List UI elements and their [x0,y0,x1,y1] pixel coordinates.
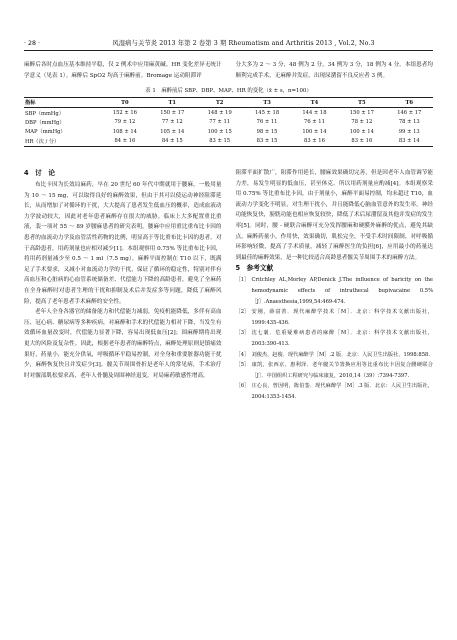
table-header-cell: T1 [168,99,177,106]
table-header-row [24,98,433,108]
table-cell: 100 ± 14 [302,128,327,135]
table-cell: 152 ± 16 [112,110,137,117]
body-columns [24,168,433,402]
reference-item [236,275,434,307]
table-cell: 77 ± 11 [209,119,231,126]
table-cell: DBP（mmHg） [25,119,65,126]
table-cell: 83 ± 14 [398,138,420,145]
table-cell: 84 ± 16 [114,138,136,145]
table-cell: 83 ± 15 [209,138,231,145]
table-header-cell: T3 [263,99,271,106]
reference-number: ［2］ [235,309,250,316]
running-header [24,38,433,51]
discussion-paragraph: 老年人全身各器官的储备能力和代偿能力减弱，免疫机能降低，多伴有高血压、冠心病、糖尿病等多种疾病，对麻醉和手术的代偿能力相对下降，当发生有效循环血量改变时，代偿能力显著下降，容易出现低血压[2]；围麻醉期将出现更大的风险及复杂性。因此，根据老年患者的麻醉特点，麻醉处理原则是镇痛效果好，药量小，能充分供氧，呼吸循环平稳易控制，对全身和重要脏器功能干扰少，麻醉恢复快且并发症少[3]。髋关节周围骨折是老年人的常见病，手术治疗时对髋部肌松要求高，老年人骨髓及周围神经退变，对局麻药敏感性增高， [24,309,222,379]
table-header-cell: T2 [215,99,224,106]
table-cell: 77 ± 12 [161,119,183,126]
table-cell: SBP（mmHg） [25,110,64,117]
table-cell: 76 ± 11 [256,119,278,126]
discussion-heading: 4 讨 论 [24,169,55,177]
table-cell: 100 ± 14 [349,128,374,135]
reference-item [236,360,434,381]
table-cell: 148 ± 19 [207,110,232,117]
references-heading: 5 参考文献 [235,264,274,273]
table-cell: 83 ± 16 [304,138,325,145]
reference-item [236,350,434,361]
reference-item [236,381,434,402]
table-cell: 145 ± 18 [254,110,280,117]
table-header-cell: T5 [358,99,366,106]
table-row [24,108,433,118]
reference-number: ［1］ [235,277,250,284]
discussion-paragraph: 布比卡因为长效局麻药，早在 20 世纪 60 年代中期就用于腰麻，一般用量为 10 ～ 15 mg，可以取得良好的麻醉效果，但由于其可以使运动神经阻滞延长，从而增加了对循环的干扰，大大提高了患者发生低血压的概率，造成血液动力学波动较大，因此对老年患者麻醉存在很大的威胁。临床上大多配置重比重液，裴一项对 55 ～ 89 岁腰麻患者的研究表明，腰麻中应用重比重布比卡因的患者的血流动力学及血管活性药物的比例，明显高于等比重布比卡因的患者。对于高龄患者，用药剂量也应相对减少[1]。本组观察用 0.75% 等比重布比卡因，将用药剂量减少至 0.5 ～ 1 ml（7.5 mg），麻醉平面控制在 T10 以下，既满足了手术要求，又减小对血流动力学的干扰，保证了循环的稳定性，特别对伴有高血压和心脏病的心血管系统储备差、代偿能力下降的高龄患者，避免了全麻药在全身麻醉时对患者生理的干扰和抑制及术后并发症多等问题，降低了麻醉风险，提高了老年患者手术麻醉的安全性。 [24,182,222,305]
reference-text: 安刚，薛富善．现代麻醉学技术［M］．北京：科学技术文献出版社，1999:435-436. [251,309,433,326]
table-row [24,136,433,146]
table-header-cell: T4 [310,99,319,106]
table-cell: 108 ± 14 [112,128,137,135]
table-cell: 83 ± 15 [256,138,278,145]
table-cell: 79 ± 12 [114,119,136,126]
table-cell: 78 ± 12 [351,119,373,126]
reference-text: 康凯，张西京，惠利泽．老年髋关节置换应用等比重布比卡因复合腰硬联合［J］．中国组织工程研究与临床康复，2010,14（39）:7394-7397. [251,362,433,379]
reference-number: ［3］ [235,330,250,337]
table-header-cell: T0 [121,99,129,106]
top-section [24,60,433,147]
results-text-right: 分大多为 2 ～ 3 分，48 例为 2 分，34 例为 3 分，18 例为 4 分。本组患者均顺利完成手术，无麻醉并发症，出现尿潴留不良反应者 3 例。 [235,62,433,79]
table-cell: 150 ± 17 [160,110,185,117]
table-cell: MAP（mmHg） [25,129,66,136]
table-header-cell: 指标 [25,100,36,107]
table-cell: 84 ± 15 [161,138,183,145]
table-header-cell: T6 [405,99,414,106]
hemodynamics-table [24,97,433,146]
table-cell: 98 ± 15 [256,128,278,135]
table-caption: 表 1 麻醉前后 SBP、DBP、MAP、HR 的变化（x̄ ± s，n=100） [145,88,312,95]
reference-item [236,328,434,349]
table-cell: 99 ± 13 [398,128,420,135]
reference-item [236,307,434,328]
reference-number: ［4］ [235,351,250,358]
reference-text: 庄心良，曾因明，陈伯銮．现代麻醉学［M］.3 版．北京：人民卫生出版社，2004:1353-1454. [251,383,433,400]
reference-text: 刘俊杰，赵俊．现代麻醉学［M］.2 版．北京：人民卫生出版社，1998:858. [251,351,430,358]
table-cell: 150 ± 17 [349,110,374,117]
left-column [24,168,222,402]
table-cell: 100 ± 15 [207,128,232,135]
table-cell: 78 ± 13 [398,119,420,126]
table-cell: 76 ± 11 [304,119,325,126]
results-text-left: 麻醉后各时点血压基本维持平稳，仅 2 例术中应用麻黄碱。HR 变化差异无统计学意义（见表 1）。麻醉后 SpO2 均高于麻醉前。Bromage 运动阻滞评 [24,62,222,79]
table-cell: 105 ± 14 [160,128,185,135]
journal-title: 风湿病与关节炎 2013 年第 2 卷第 3 期 Rheumatism and Arthritis 2013 , Vol.2, No.3 [112,40,375,47]
reference-list [236,275,434,402]
reference-number: ［6］ [235,383,250,390]
table-cell: HR（次 / 分） [25,138,60,145]
reference-text: 沈七襄．危重疑难病患者的麻醉［M］．北京：科学技术文献出版社，2003:390-413. [251,330,433,347]
discussion-paragraph: 阻滞平面扩散广，阻滞作用延长，腰麻效果确切完善，但是因老年人血管调节能力差，易发生明显的低血压，甚至休克。所以用药剂量应酌减[4]。本组观察采用 0.75% 等比重布比卡因，由于剂量小，麻醉平面易控制，均未超过 T10，血流动力学变化不明显，对生理干扰小，并且能降低心脑血管意外的发生率，神经功能恢复快，膀胱功能也相应恢复较快，降低了术后尿潴留及其他并发症的发生率[5]。同时，腰 - 硬联合麻醉可充分发挥腰麻和硬膜外麻醉的优点，避免其缺点，麻醉药量小，作用快，效果确切，肌松完全，不受手术时间限制，对呼吸循环影响轻微，提高了手术质量，减轻了麻醉医生的负担[6]，应用最小的药量达到最佳的麻醉效果，是一种比较适合高龄患者髋关节周围手术的麻醉方法。 [235,170,433,261]
right-column [236,168,434,402]
page-number: · 28 · [24,40,41,47]
table-cell: 83 ± 16 [351,138,373,145]
reference-text: Critchley AL,Morley AP,Denick J.The influence of baricity on the hemodynamic effects of intrathecal bupivacaine 0.5%［J］.Anaesthesia,1999,54:469-474. [251,277,433,305]
table-cell: 144 ± 18 [302,110,327,117]
table-row [24,118,433,127]
table-cell: 146 ± 17 [397,110,422,117]
reference-number: ［5］ [235,362,250,369]
table-row [24,127,433,136]
